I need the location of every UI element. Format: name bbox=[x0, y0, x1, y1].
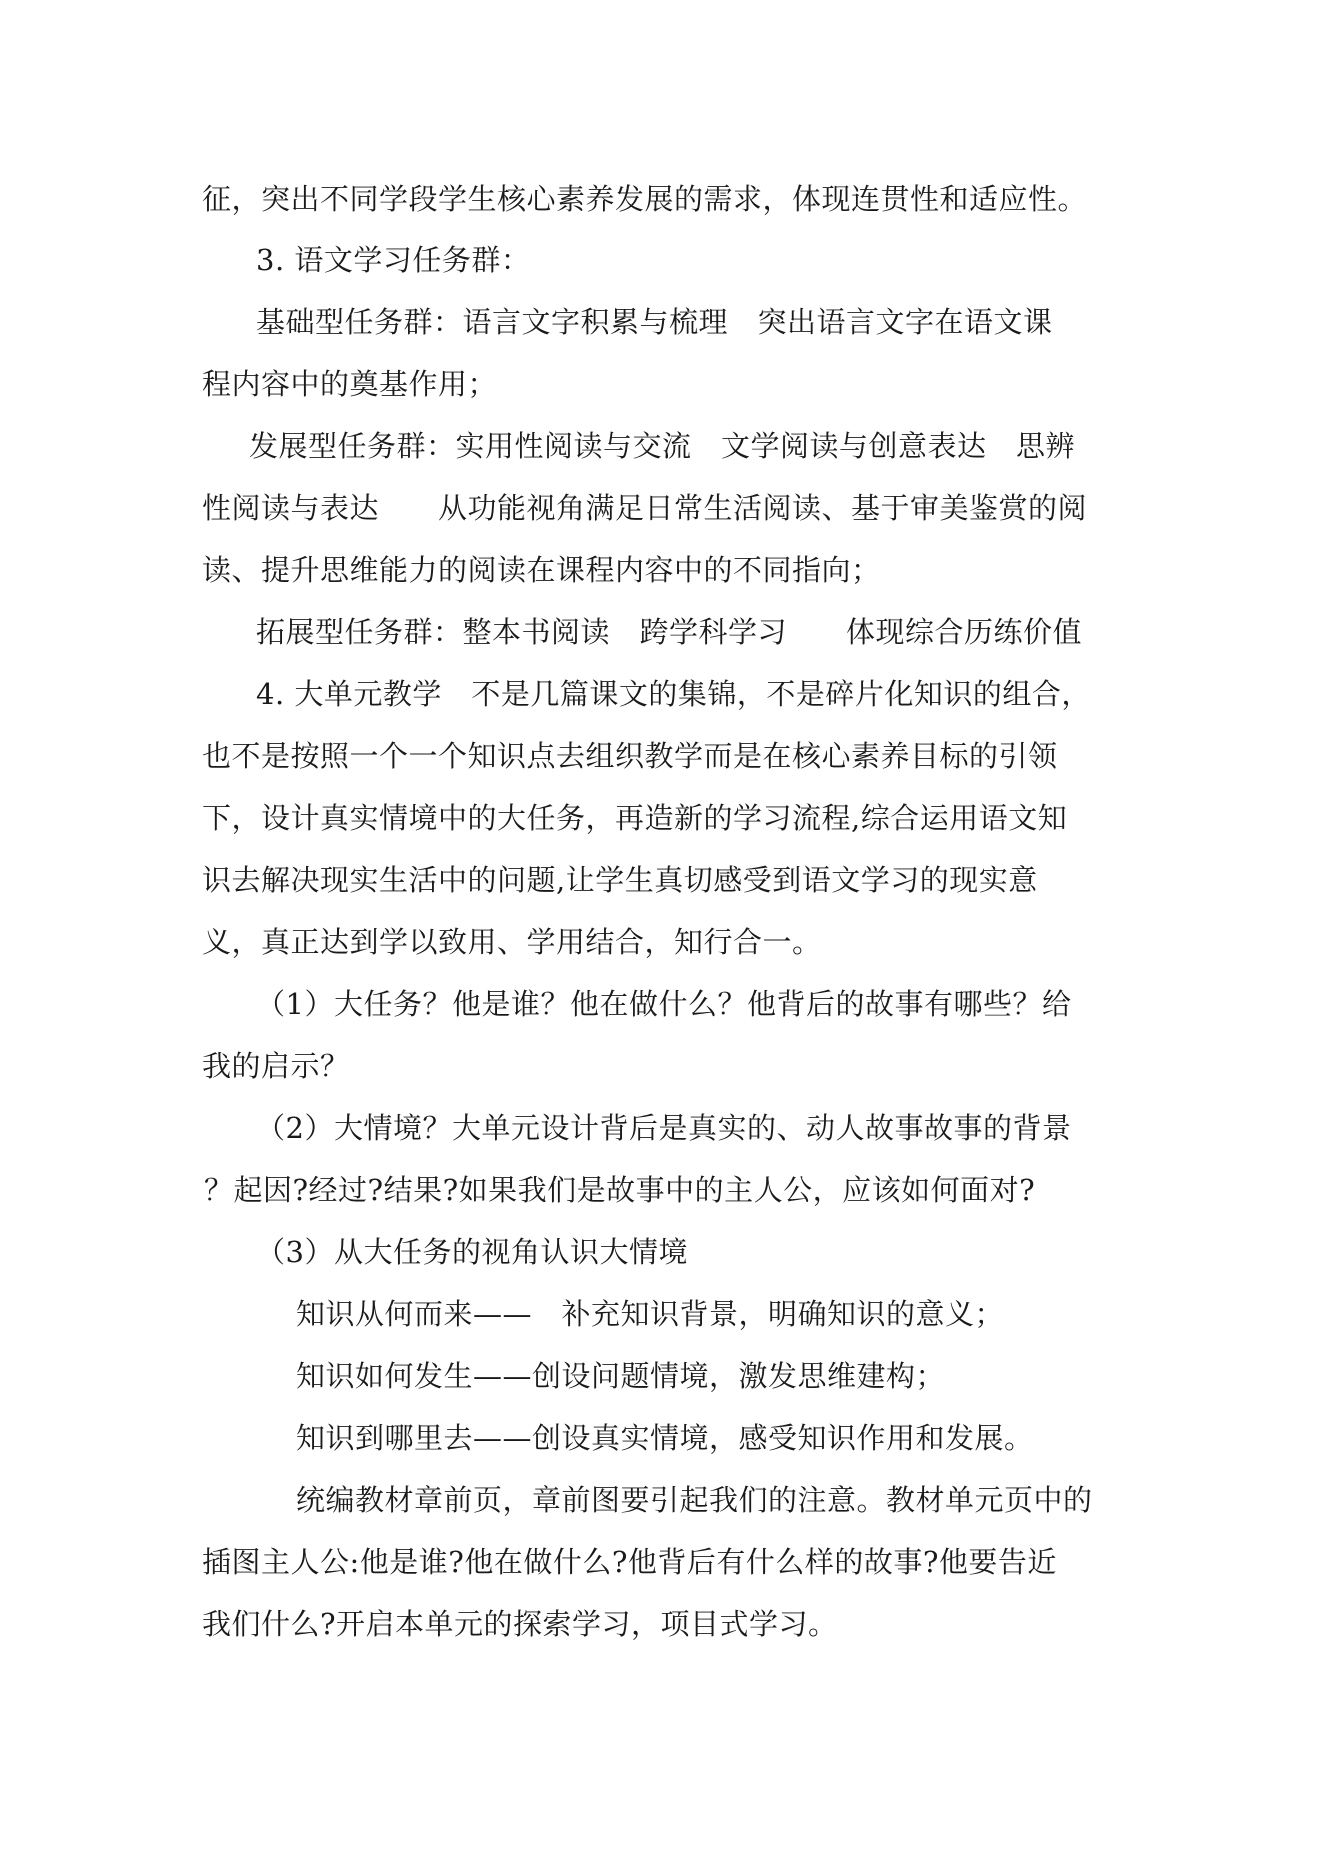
text-line: 识去解决现实生活中的问题,让学生真切感受到语文学习的现实意 bbox=[202, 863, 1038, 897]
text-line: 读、提升思维能力的阅读在课程内容中的不同指向； bbox=[202, 553, 881, 587]
text-line: 征，突出不同学段学生核心素养发展的需求，体现连贯性和适应性。 bbox=[202, 182, 1088, 216]
text-line: 程内容中的奠基作用； bbox=[202, 367, 498, 401]
section-heading: 3. 语文学习任务群： bbox=[256, 243, 531, 277]
text-line: 我们什么?开启本单元的探索学习，项目式学习。 bbox=[202, 1607, 838, 1641]
text-line: 我的启示？ bbox=[202, 1049, 350, 1083]
text-line: 插图主人公:他是谁?他在做什么?他背后有什么样的故事?他要告近 bbox=[202, 1545, 1057, 1579]
text-line: 性阅读与表达 从功能视角满足日常生活阅读、基于审美鉴赏的阅 bbox=[202, 491, 1088, 525]
list-item: 知识到哪里去——创设真实情境，感受知识作用和发展。 bbox=[296, 1421, 1034, 1455]
text-line: 也不是按照一个一个知识点去组织教学而是在核心素养目标的引领 bbox=[202, 739, 1058, 773]
text-line: 义，真正达到学以致用、学用结合，知行合一。 bbox=[202, 925, 822, 959]
section-heading: 4. 大单元教学 不是几篇课文的集锦，不是碎片化知识的组合， bbox=[256, 677, 1091, 711]
text-line: 发展型任务群：实用性阅读与交流 文学阅读与创意表达 思辨 bbox=[249, 429, 1076, 463]
text-line: 基础型任务群：语言文字积累与梳理 突出语言文字在语文课 bbox=[256, 305, 1053, 339]
text-line: （1）大任务？他是谁？他在做什么？他背后的故事有哪些？给 bbox=[256, 987, 1072, 1021]
text-line: 拓展型任务群：整本书阅读 跨学科学习 体现综合历练价值 bbox=[256, 615, 1083, 649]
list-item: 知识从何而来—— 补充知识背景，明确知识的意义； bbox=[296, 1297, 1005, 1331]
text-line: ？起因?经过?结果?如果我们是故事中的主人公，应该如何面对? bbox=[204, 1173, 1036, 1207]
text-line: 下，设计真实情境中的大任务，再造新的学习流程,综合运用语文知 bbox=[202, 801, 1068, 835]
list-item: 知识如何发生——创设问题情境，激发思维建构； bbox=[296, 1359, 946, 1393]
text-line: （2）大情境？大单元设计背后是真实的、动人故事故事的背景 bbox=[256, 1111, 1072, 1145]
text-line: 统编教材章前页，章前图要引起我们的注意。教材单元页中的 bbox=[296, 1483, 1093, 1517]
text-line: （3）从大任务的视角认识大情境 bbox=[256, 1235, 688, 1269]
